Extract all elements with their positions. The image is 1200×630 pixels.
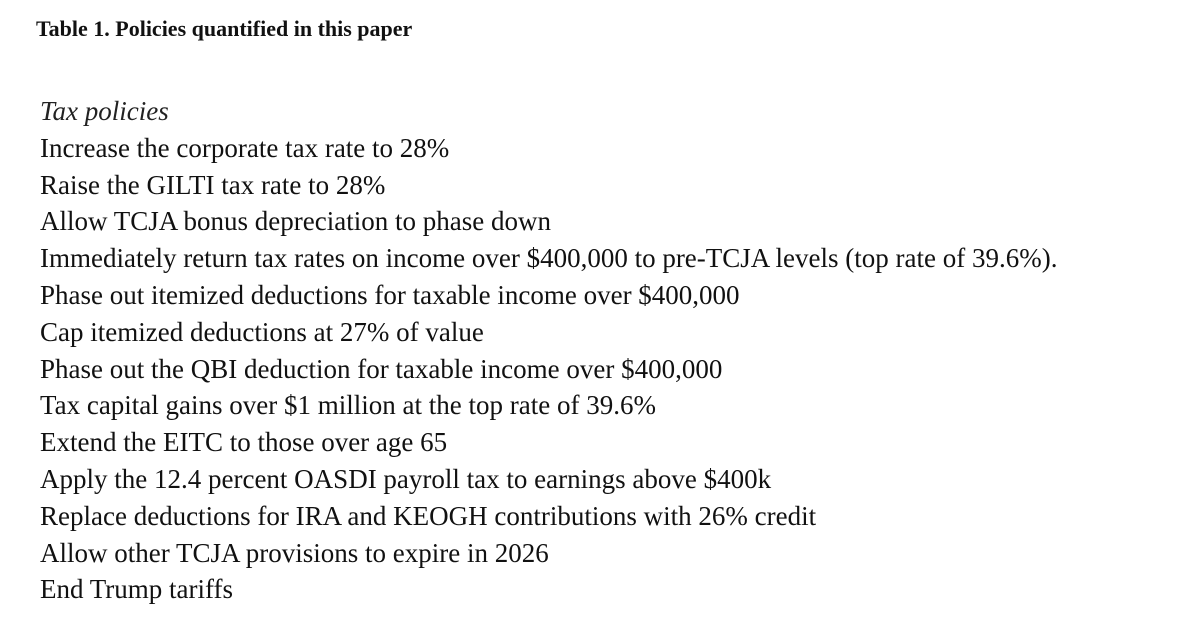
policy-item-bonus-depreciation: Allow TCJA bonus depreciation to phase down (40, 206, 551, 237)
policy-item-corporate-tax-rate: Increase the corporate tax rate to 28% (40, 132, 450, 163)
policy-item-ira-keogh: Replace deductions for IRA and KEOGH contributions with 26% credit (40, 500, 817, 531)
policy-item-gilti-tax-rate: Raise the GILTI tax rate to 28% (40, 169, 386, 200)
policy-item-capital-gains: Tax capital gains over $1 million at the top rate of 39.6% (40, 390, 656, 421)
policy-list (40, 130, 1057, 608)
policy-item-qbi-deduction: Phase out the QBI deduction for taxable income over $400,000 (40, 353, 723, 384)
policy-item-eitc: Extend the EITC to those over age 65 (40, 427, 448, 458)
table-title: Table 1. Policies quantified in this paper (36, 16, 413, 41)
section-heading-tax-policies: Tax policies (40, 96, 169, 126)
policy-item-tariffs: End Trump tariffs (40, 574, 234, 605)
policy-item-oasdi-payroll-tax: Apply the 12.4 percent OASDI payroll tax to earnings above $400k (40, 463, 772, 494)
policy-item-tcja-expire: Allow other TCJA provisions to expire in 2026 (40, 537, 549, 568)
policy-item-income-tax-rates: Immediately return tax rates on income over $400,000 to pre-TCJA levels (top rate of 39.6%). (40, 243, 1058, 274)
policy-table-body (40, 93, 1057, 608)
policy-item-itemized-deductions-phase-out: Phase out itemized deductions for taxable income over $400,000 (40, 279, 740, 310)
policy-item-itemized-deductions-cap: Cap itemized deductions at 27% of value (40, 316, 484, 347)
